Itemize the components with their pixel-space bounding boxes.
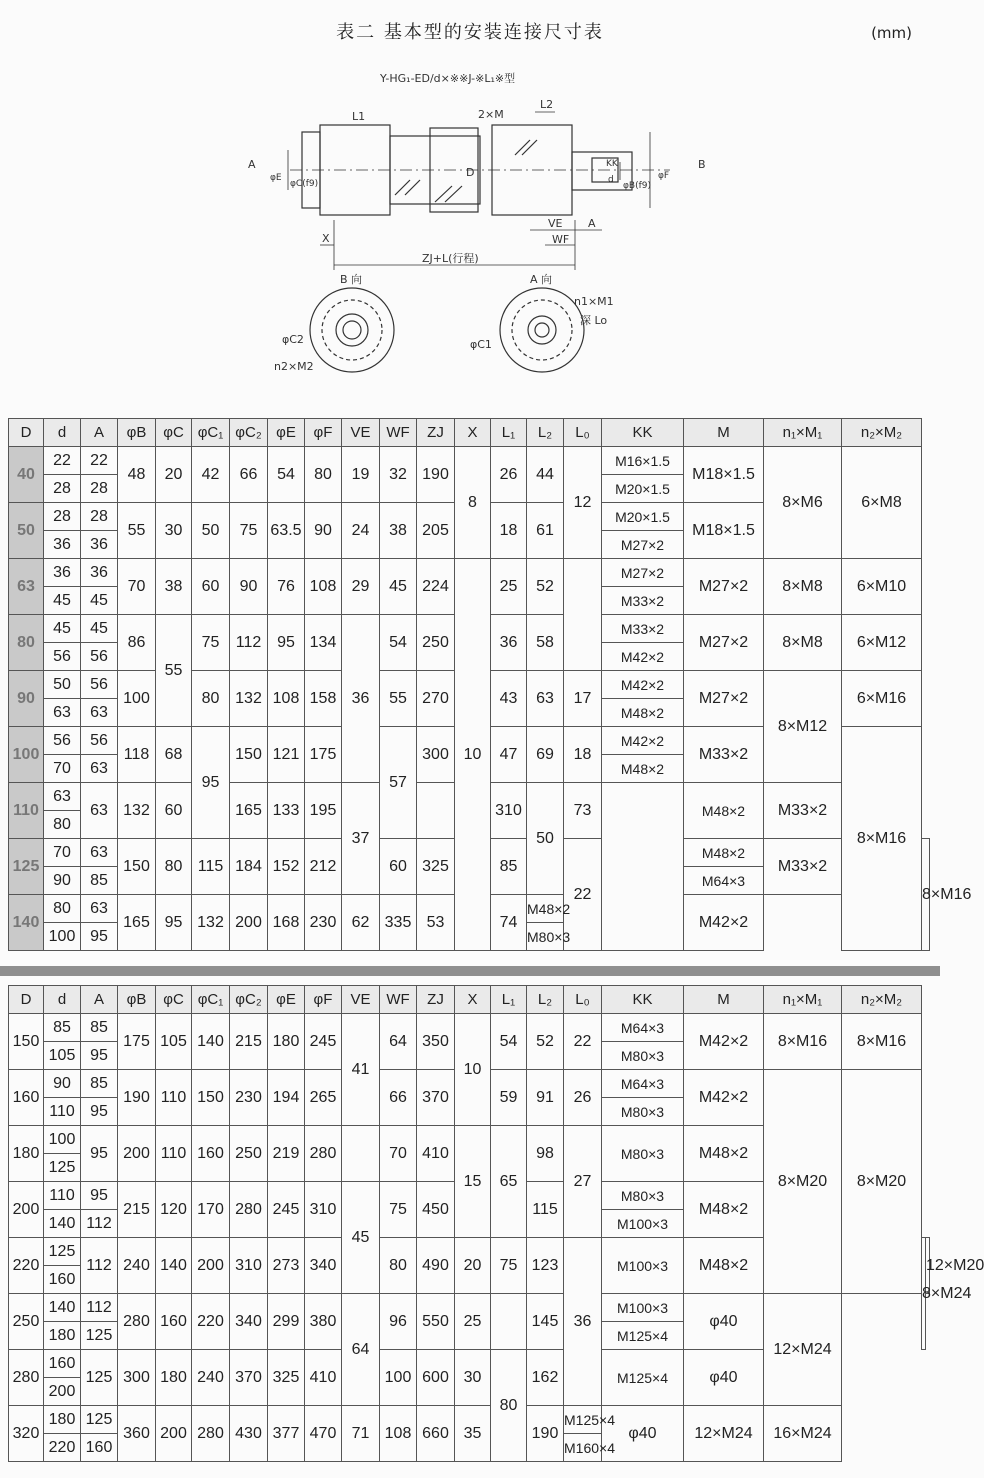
cylinder-drawing-svg [230,70,710,400]
table-row: 90 85 M64×3 [9,867,930,895]
svg-text:WF: WF [552,233,570,246]
table-row: 110 95 M80×3 [9,1098,930,1126]
svg-text:A: A [248,158,256,171]
table-row: 140 80 63 165 95 132 200 168 230 62 335 53 74 M48×2 M42×2 [9,895,930,923]
table-row: 200 110 95 215 120 170 280 245 310 45 75 450 115 M80×3 M48×2 [9,1182,930,1210]
table-row: 180 125 M125×4 [9,1322,930,1350]
header [0,0,940,60]
svg-text:φC2: φC2 [282,333,304,346]
table-row: 110 63 63 132 60 165 133 195 37 310 50 73 M48×2 M33×2 [9,783,930,811]
table-row: 70 63 M48×2 [9,755,930,783]
installation-drawing [230,70,710,400]
table-row: 100 56 56 118 68 95 150 121 175 57 300 47 69 18 M42×2 M33×2 8×M16 [9,727,930,755]
svg-text:X: X [322,232,330,245]
table-row: 80 45 45 86 55 75 112 95 134 36 54 250 36 58 M33×2 M27×2 8×M8 6×M12 [9,615,930,643]
table-row: 90 50 56 100 80 132 108 158 55 270 43 63 17 M42×2 M27×2 8×M12 6×M16 [9,671,930,699]
dimension-table-2 [8,985,984,1462]
table-row: 50 28 28 55 30 50 75 63.5 90 24 38 205 18 61 M20×1.5 M18×1.5 [9,503,930,531]
header-row: D d A φB φC φC₁ φC₂ φE φF VE WF ZJ X L₁ L₂ L₀ KK M n₁×M₁ n₂×M₂ [9,986,930,1014]
svg-text:VE: VE [548,217,563,230]
table-row: 160 90 85 190 110 150 230 194 265 66 370 59 91 26 M64×3 M42×2 8×M20 8×M20 [9,1070,930,1098]
table-row: 105 95 M80×3 [9,1042,930,1070]
svg-text:L1: L1 [352,110,366,123]
dimension-table-1 [8,418,972,951]
svg-text:B 向: B 向 [340,273,363,286]
svg-text:A 向: A 向 [530,273,553,286]
page-title: 表二 基本型的安装连接尺寸表 [336,22,604,43]
svg-text:KK: KK [606,159,618,169]
svg-text:A: A [588,217,596,230]
svg-text:n2×M2: n2×M2 [274,360,314,373]
table-row: 220 160 M160×4 [9,1434,930,1462]
svg-text:φC(f9): φC(f9) [290,179,319,189]
svg-text:ZJ+L(行程): ZJ+L(行程) [422,252,479,265]
table-row: 150 85 85 175 105 140 215 180 245 41 64 350 10 54 52 22 M64×3 M42×2 8×M16 8×M16 [9,1014,930,1042]
svg-text:深 Lo: 深 Lo [580,314,608,327]
table-row: 100 95 M80×3 [9,923,930,951]
svg-text:φF: φF [658,171,670,181]
table-row: 80 [9,811,930,839]
model-label: Y-HG₁-ED/d×※※J-※L₁※型 [380,72,516,85]
svg-text:φB(f9): φB(f9) [623,181,652,191]
svg-text:2×M: 2×M [478,108,504,121]
table-row: 28 28 M20×1.5 [9,475,930,503]
table-row: 63 63 M48×2 [9,699,930,727]
svg-text:d: d [608,175,614,185]
table-row: 45 45 M33×2 [9,587,930,615]
table-row: 280 160 125 300 180 240 370 325 410 100 600 30 80 162 M125×4 φ40 [9,1350,930,1378]
table-row: 36 36 M27×2 [9,531,930,559]
svg-text:φC1: φC1 [470,338,492,351]
table-row: 140 112 M100×3 [9,1210,930,1238]
table-row: 40 22 22 48 20 42 66 54 80 19 32 190 8 26 44 12 M16×1.5 M18×1.5 8×M6 6×M8 [9,447,930,475]
separator-band [0,966,940,976]
table-row: 180 100 95 200 110 160 250 219 280 70 410 15 65 98 27 M80×3 M48×2 [9,1126,930,1154]
table-row: 63 36 36 70 38 60 90 76 108 29 45 224 10 25 52 M27×2 M27×2 8×M8 6×M10 [9,559,930,587]
table-row: 200 [9,1378,930,1406]
table-row: 125 70 63 150 80 115 184 152 212 60 325 85 22 M48×2 M33×2 8×M16 [9,839,930,867]
svg-text:n1×M1: n1×M1 [574,295,614,308]
svg-text:L2: L2 [540,98,554,111]
table-row: 56 56 M42×2 [9,643,930,671]
header-row: D d A φB φC φC₁ φC₂ φE φF VE WF ZJ X L₁ L₂ L₀ KK M n₁×M₁ n₂×M₂ [9,419,930,447]
table-row: 160 [9,1266,930,1294]
table-row: 220 125 112 240 140 200 310 273 340 80 490 20 75 123 36 M100×3 M48×2 8×M24 12×M20 [9,1238,930,1266]
svg-text:B: B [698,158,706,171]
svg-text:D: D [466,166,475,179]
table-row: 320 180 125 360 200 280 430 377 470 71 108 660 35 190 M125×4 φ40 12×M24 16×M24 [9,1406,930,1434]
table-row: 125 [9,1154,930,1182]
svg-text:φE: φE [270,173,282,183]
unit-label: (mm) [871,24,912,42]
table-row: 250 140 112 280 160 220 340 299 380 64 96 550 25 145 M100×3 φ40 12×M24 [9,1294,930,1322]
